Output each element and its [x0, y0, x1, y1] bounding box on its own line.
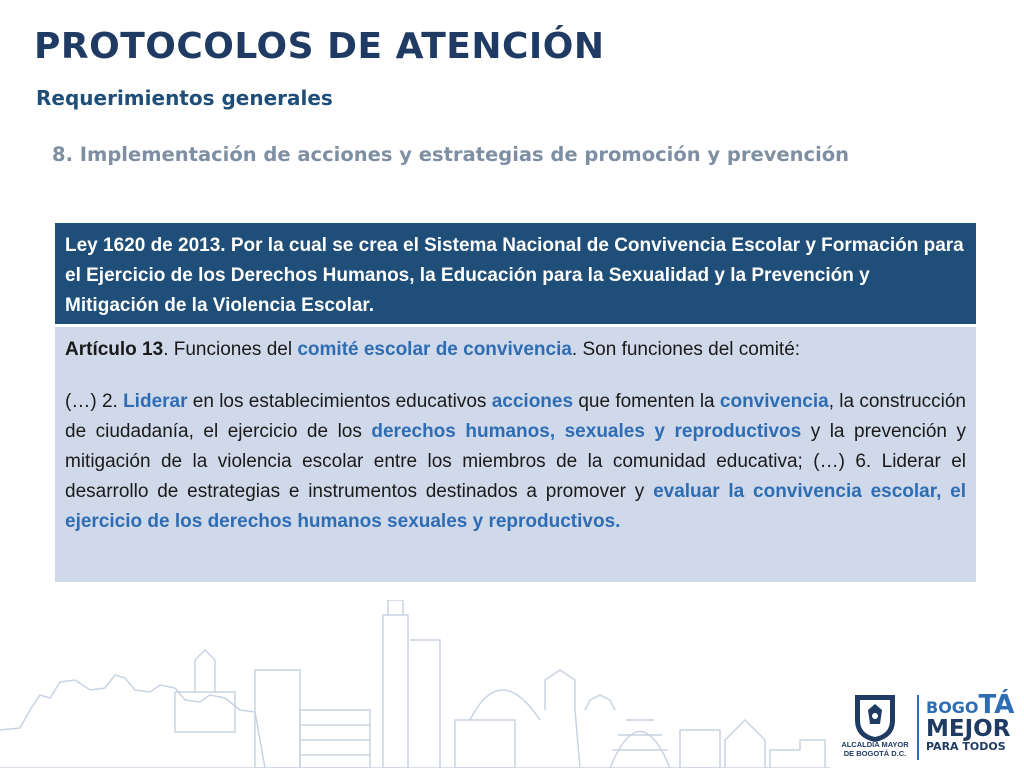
functions-highlight-evaluate: evaluar la convivencia escolar, el ejercicio de los derechos humanos sexuales y reproductivos. — [65, 481, 966, 532]
article-label: Artículo 13 — [65, 339, 164, 360]
article-box — [55, 327, 976, 582]
article-intro — [65, 335, 966, 365]
functions-text-2: en los establecimientos educativos — [187, 391, 492, 412]
law-text: Ley 1620 de 2013. Por la cual se crea el Sistema Nacional de Convivencia Escolar y Formación para el Ejercicio de los Derechos Humanos, la Educación para la Sexualidad y la Prevención y Mitigación de la Violencia Escolar. — [65, 235, 964, 316]
city-skyline-illustration — [0, 600, 830, 768]
brand-ta: TÁ — [978, 690, 1015, 720]
functions-highlight-liderar: Liderar — [123, 391, 188, 412]
functions-text-3: que fomenten la — [573, 391, 720, 412]
functions-text-4: , la construcción de ciudadanía, el ejercicio de los — [65, 391, 966, 442]
article-highlight-committee: comité escolar de convivencia — [297, 339, 572, 360]
functions-highlight-rights: derechos humanos, sexuales y reproductivos — [371, 421, 802, 442]
article-text-1: . Funciones del — [163, 339, 298, 360]
logo-divider — [917, 695, 919, 760]
brand-bo: BO — [926, 698, 952, 717]
article-functions — [65, 387, 966, 537]
functions-text-1: (…) 2. — [65, 391, 124, 412]
page-title: PROTOCOLOS DE ATENCIÓN — [34, 26, 605, 67]
alcaldia-label — [834, 740, 916, 758]
brand-go: GO — [951, 698, 979, 717]
bogota-mejor-logo — [926, 690, 1015, 753]
article-text-2: . Son funciones del comité: — [571, 339, 801, 360]
alcaldia-line-1: ALCALDÍA MAYOR — [841, 740, 909, 749]
functions-text-5: y la prevención y mitigación de la violencia escolar entre los miembros de la comunidad educativa; (…) 6. Liderar el desarrollo de estrategias e instrumentos destinados a promover y — [65, 421, 966, 502]
functions-highlight-convivencia: convivencia — [719, 391, 829, 412]
law-header-box — [55, 223, 976, 324]
brand-para-todos: PARA TODOS — [926, 740, 1006, 753]
page-subtitle: Requerimientos generales — [36, 86, 333, 110]
section-heading: 8. Implementación de acciones y estrategias de promoción y prevención — [52, 143, 850, 166]
functions-highlight-acciones: acciones — [491, 391, 574, 412]
alcaldia-line-2: DE BOGOTÁ D.C. — [843, 749, 907, 758]
brand-mejor: MEJOR — [926, 716, 1011, 742]
